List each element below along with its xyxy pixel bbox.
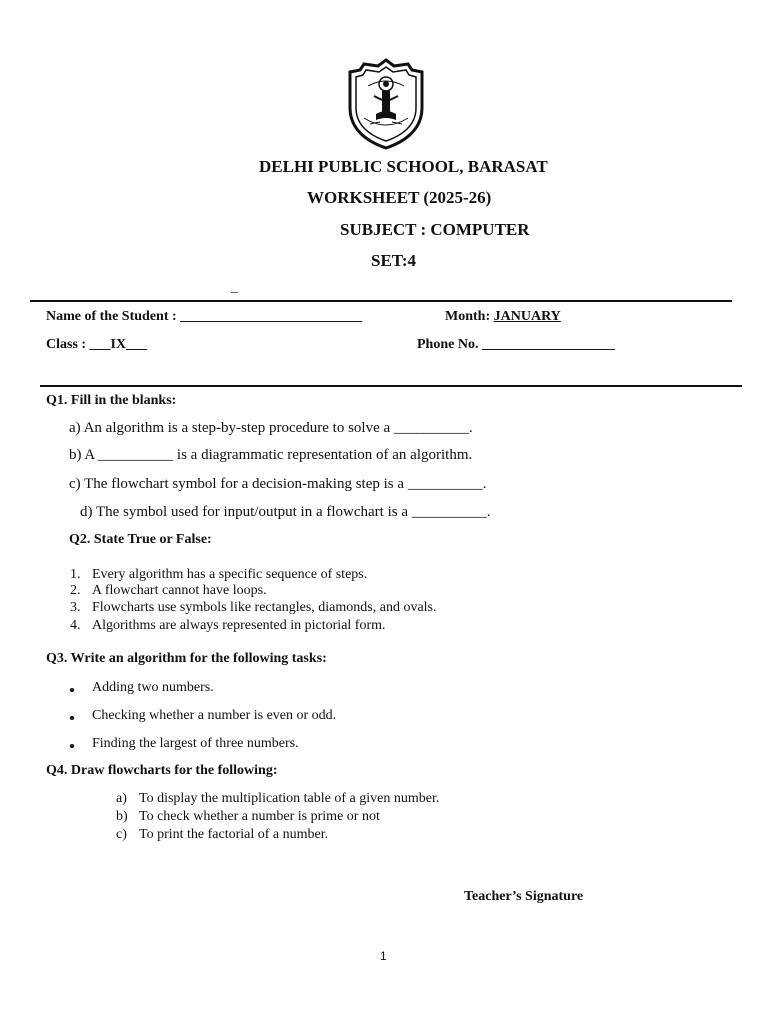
- q3-item-2: Checking whether a number is even or odd.: [92, 708, 337, 723]
- q1-item-d: d) The symbol used for input/output in a flowchart is a __________.: [80, 504, 491, 520]
- q2-item-2: A flowchart cannot have loops.: [92, 583, 267, 598]
- bullet-icon: [70, 716, 74, 720]
- q2-item-3: Flowcharts use symbols like rectangles, diamonds, and ovals.: [92, 600, 437, 615]
- q2-title: Q2. State True or False:: [69, 532, 212, 547]
- stray-underscore: _: [231, 280, 238, 295]
- school-crest-logo: [346, 58, 426, 150]
- q1-item-a: a) An algorithm is a step-by-step procedure to solve a __________.: [69, 420, 473, 436]
- q3-item-3: Finding the largest of three numbers.: [92, 736, 299, 751]
- class-field: Class : ___IX___: [46, 337, 148, 352]
- month-label: Month:: [445, 309, 494, 324]
- q4-item-b: To check whether a number is prime or not: [139, 809, 380, 824]
- top-divider: [30, 300, 732, 302]
- q4-item-c-num: c): [116, 827, 127, 842]
- subject-heading: SUBJECT : COMPUTER: [340, 220, 530, 239]
- q4-item-c: To print the factorial of a number.: [139, 827, 329, 842]
- bullet-icon: [70, 688, 74, 692]
- q3-title: Q3. Write an algorithm for the following tasks:: [46, 651, 327, 666]
- q2-item-4: Algorithms are always represented in pictorial form.: [92, 618, 386, 633]
- teacher-signature: Teacher’s Signature: [464, 889, 584, 904]
- q1-title: Q1. Fill in the blanks:: [46, 393, 177, 408]
- q2-item-3-num: 3.: [70, 600, 81, 615]
- month-value: JANUARY: [493, 309, 561, 324]
- q2-item-2-num: 2.: [70, 583, 81, 598]
- page-number: 1: [380, 949, 387, 963]
- worksheet-title: WORKSHEET (2025-26): [307, 188, 492, 207]
- q3-item-1: Adding two numbers.: [92, 680, 214, 695]
- bullet-icon: [70, 744, 74, 748]
- q4-title: Q4. Draw flowcharts for the following:: [46, 763, 278, 778]
- set-heading: SET:4: [371, 251, 417, 270]
- info-divider: [40, 385, 742, 387]
- q2-item-1: Every algorithm has a specific sequence of steps.: [92, 567, 368, 582]
- q2-item-1-num: 1.: [70, 567, 81, 582]
- phone-field: Phone No. ___________________: [417, 337, 615, 352]
- q1-item-c: c) The flowchart symbol for a decision-making step is a __________.: [69, 476, 487, 492]
- month-field: [445, 309, 561, 325]
- q2-item-4-num: 4.: [70, 618, 81, 633]
- student-name-field: Name of the Student : __________________________: [46, 309, 363, 324]
- q1-item-b: b) A __________ is a diagrammatic representation of an algorithm.: [69, 447, 473, 463]
- school-name: DELHI PUBLIC SCHOOL, BARASAT: [259, 157, 548, 176]
- q4-item-a: To display the multiplication table of a given number.: [139, 791, 440, 806]
- q4-item-a-num: a): [116, 791, 127, 806]
- q4-item-b-num: b): [116, 809, 128, 824]
